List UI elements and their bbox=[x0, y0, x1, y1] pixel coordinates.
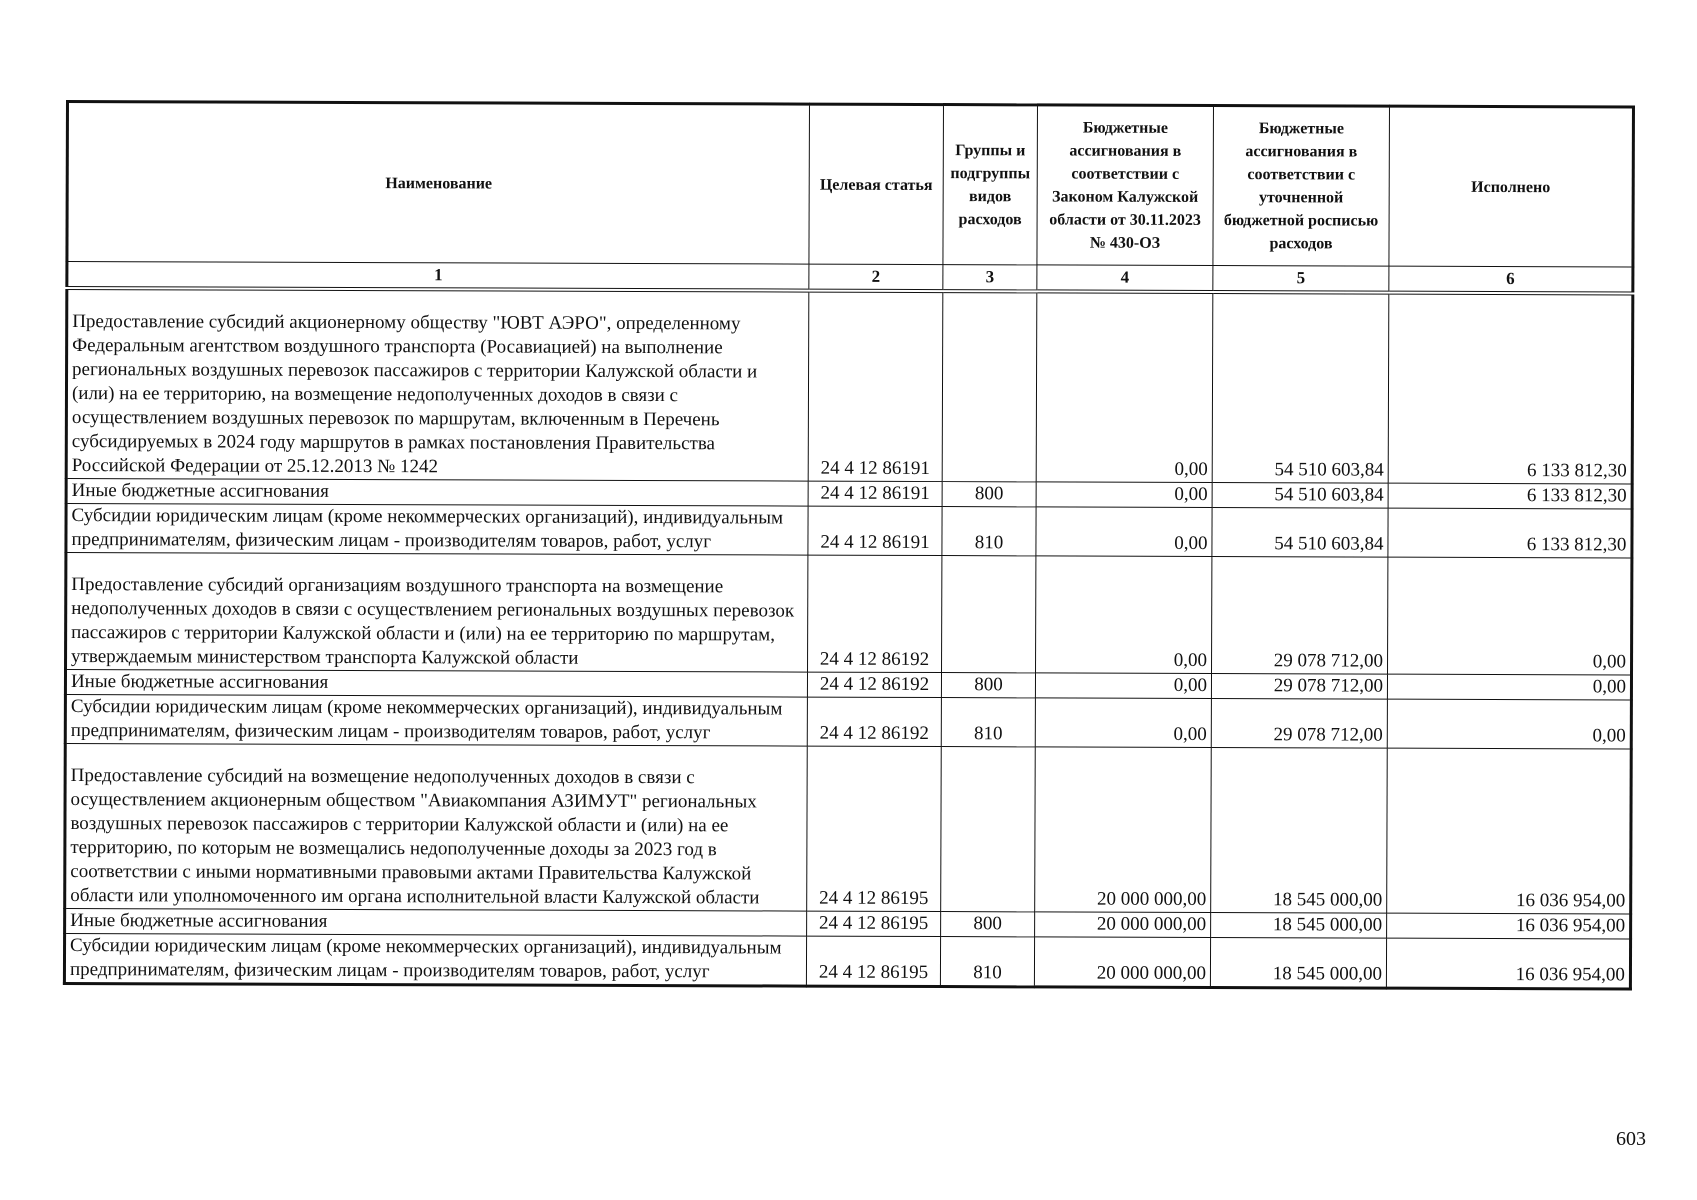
row-expense-group: 810 bbox=[942, 507, 1036, 556]
row-refined-amount: 29 078 712,00 bbox=[1211, 699, 1387, 749]
column-number: 5 bbox=[1213, 266, 1389, 293]
column-number: 2 bbox=[809, 264, 943, 291]
column-number: 6 bbox=[1389, 266, 1633, 293]
header-row bbox=[67, 102, 1634, 267]
row-law-amount: 0,00 bbox=[1036, 556, 1212, 674]
row-law-amount: 20 000 000,00 bbox=[1034, 937, 1210, 988]
row-law-amount: 0,00 bbox=[1036, 507, 1212, 557]
row-name: Субсидии юридическим лицам (кроме некоммерческих организаций), индивидуальным предпринимателям, физическим лицам - производителям товаров, работ, услуг bbox=[64, 934, 806, 987]
row-law-amount: 0,00 bbox=[1036, 482, 1212, 508]
row-name: Иные бюджетные ассигнования bbox=[65, 909, 807, 937]
row-target-article: 24 4 12 86191 bbox=[808, 291, 943, 482]
row-refined-amount: 29 078 712,00 bbox=[1212, 557, 1388, 675]
row-refined-amount: 29 078 712,00 bbox=[1211, 674, 1387, 700]
row-executed-amount: 0,00 bbox=[1388, 557, 1632, 675]
row-expense-group bbox=[942, 556, 1036, 673]
row-name: Предоставление субсидий на возмещение недополученных доходов в связи с осуществлением акционерным обществом "Авиакомпания АЗИМУТ" региональных воздушных перевозок пассажиров с территории Калужской области и (или) на ее территорию, по которым не возмещались недополученные доходы за 2023 год в соответствии с иными нормативными правовыми актами Правительства Калужской области или уполномоченного им органа исполнительной власти Калужской области bbox=[65, 744, 808, 912]
row-expense-group: 800 bbox=[942, 482, 1036, 507]
column-number: 4 bbox=[1037, 265, 1213, 292]
row-executed-amount: 0,00 bbox=[1387, 699, 1631, 749]
row-name: Субсидии юридическим лицам (кроме некоммерческих организаций), индивидуальным предпринимателям, физическим лицам - производителям товаров, работ, услуг bbox=[65, 695, 807, 747]
row-executed-amount: 16 036 954,00 bbox=[1386, 938, 1630, 989]
row-name: Иные бюджетные ассигнования bbox=[65, 670, 807, 698]
budget-report-sheet bbox=[63, 100, 1632, 990]
header-law-appropriations: Бюджетные ассигнования в соответствии с Законом Калужской области от 30.11.2023 № 430-ОЗ bbox=[1037, 105, 1214, 266]
row-target-article: 24 4 12 86191 bbox=[808, 506, 942, 555]
row-target-article: 24 4 12 86192 bbox=[808, 555, 942, 672]
row-target-article: 24 4 12 86191 bbox=[808, 481, 942, 506]
row-expense-group bbox=[941, 747, 1036, 912]
row-executed-amount: 6 133 812,30 bbox=[1388, 483, 1632, 509]
table-row bbox=[66, 504, 1632, 558]
row-refined-amount: 18 545 000,00 bbox=[1211, 913, 1387, 939]
row-target-article: 24 4 12 86192 bbox=[807, 672, 941, 697]
row-refined-amount: 54 510 603,84 bbox=[1212, 508, 1388, 558]
row-name: Предоставление субсидий организациям воздушного транспорта на возмещение недополученных доходов в связи с осуществлением региональных воздушных перевозок пассажиров с территории Калужской области и (или) на ее территорию по маршрутам, утверждаемым министерством транспорта Калужской области bbox=[66, 553, 808, 673]
table-row bbox=[64, 934, 1630, 989]
table-row bbox=[66, 553, 1632, 675]
table-row bbox=[65, 695, 1631, 749]
row-expense-group: 810 bbox=[941, 698, 1035, 747]
table-row bbox=[66, 288, 1633, 484]
header-refined-appropriations: Бюджетные ассигнования в соответствии с уточненной бюджетной росписью расходов bbox=[1213, 106, 1390, 267]
row-executed-amount: 0,00 bbox=[1387, 674, 1631, 700]
row-law-amount: 0,00 bbox=[1035, 698, 1211, 748]
row-law-amount: 20 000 000,00 bbox=[1035, 747, 1212, 913]
row-refined-amount: 18 545 000,00 bbox=[1211, 748, 1388, 914]
row-refined-amount: 54 510 603,84 bbox=[1212, 292, 1389, 483]
row-executed-amount: 6 133 812,30 bbox=[1388, 293, 1633, 484]
row-name: Предоставление субсидий акционерному обществу "ЮВТ АЭРО", определенному Федеральным агентством воздушного транспорта (Росавиацией) на выполнение региональных воздушных перевозок пассажиров с территории Калужской области и (или) на ее территорию, на возмещение недополученных доходов в связи с осуществлением воздушных перевозок по маршрутам, включенным в Перечень субсидируемых в 2024 году маршрутов в рамках постановления Правительства Российской Федерации от 25.12.2013 № 1242 bbox=[66, 288, 809, 481]
row-target-article: 24 4 12 86195 bbox=[807, 746, 942, 911]
budget-table bbox=[63, 100, 1635, 990]
row-law-amount: 0,00 bbox=[1035, 673, 1211, 699]
row-executed-amount: 6 133 812,30 bbox=[1388, 508, 1632, 558]
header-target-article: Целевая статья bbox=[809, 104, 944, 264]
column-number: 1 bbox=[67, 262, 809, 291]
row-expense-group: 800 bbox=[941, 673, 1035, 698]
row-expense-group: 810 bbox=[940, 937, 1034, 987]
page-number: 603 bbox=[1616, 1128, 1646, 1150]
row-law-amount: 20 000 000,00 bbox=[1035, 912, 1211, 938]
row-target-article: 24 4 12 86195 bbox=[807, 911, 941, 936]
row-refined-amount: 18 545 000,00 bbox=[1210, 938, 1386, 989]
row-expense-group: 800 bbox=[941, 912, 1035, 937]
row-name: Иные бюджетные ассигнования bbox=[66, 479, 808, 507]
table-row bbox=[65, 744, 1632, 914]
row-executed-amount: 16 036 954,00 bbox=[1387, 913, 1631, 939]
header-executed: Исполнено bbox=[1389, 106, 1634, 267]
header-expense-groups: Группы и подгруппы видов расходов bbox=[943, 105, 1038, 265]
row-executed-amount: 16 036 954,00 bbox=[1387, 748, 1632, 914]
row-refined-amount: 54 510 603,84 bbox=[1212, 483, 1388, 509]
row-name: Субсидии юридическим лицам (кроме некоммерческих организаций), индивидуальным предпринимателям, физическим лицам - производителям товаров, работ, услуг bbox=[66, 504, 808, 556]
row-expense-group bbox=[942, 291, 1037, 482]
column-number: 3 bbox=[943, 265, 1037, 292]
row-target-article: 24 4 12 86192 bbox=[807, 697, 941, 746]
header-name: Наименование bbox=[67, 102, 810, 265]
row-target-article: 24 4 12 86195 bbox=[806, 936, 940, 986]
row-law-amount: 0,00 bbox=[1036, 291, 1213, 482]
